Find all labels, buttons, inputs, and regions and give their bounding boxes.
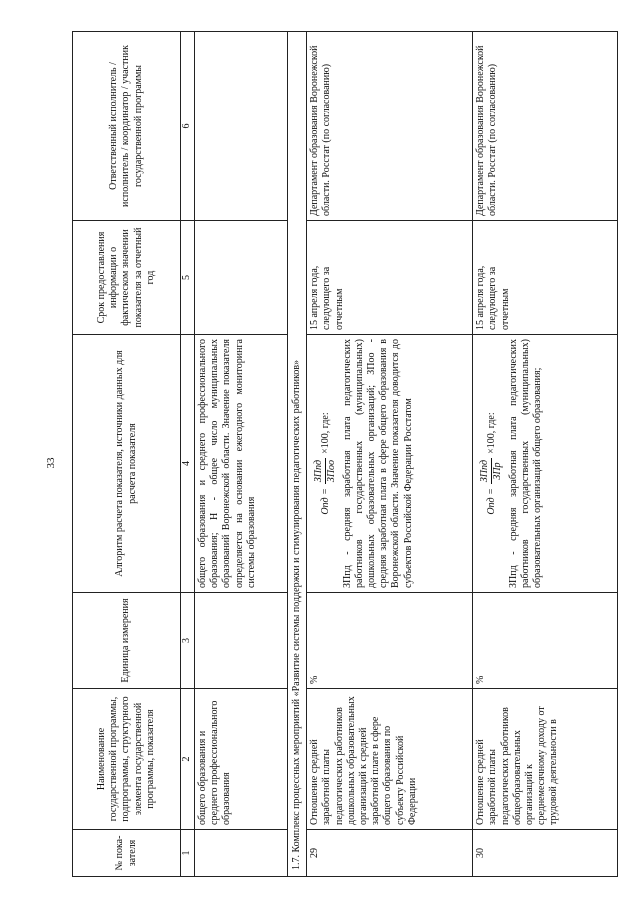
header-responsible: Ответственный исполнитель / исполнитель / координатор / участник государственной программы	[73, 32, 181, 221]
column-number: 2	[181, 689, 195, 830]
cell-number: 30	[473, 830, 618, 877]
header-unit: Единица измерения	[73, 593, 181, 689]
column-number: 5	[181, 221, 195, 335]
cell-unit	[195, 593, 288, 689]
column-number: 4	[181, 335, 195, 593]
cell-responsible: Департамент образования Воронежской области. Росстат (по согласованию)	[307, 32, 473, 221]
cell-deadline: 15 апреля года, следующего за отчетным	[307, 221, 473, 335]
formula-numerator: ЗПпд	[313, 458, 326, 484]
cell-number	[195, 830, 288, 877]
rotated-table-container	[72, 32, 628, 877]
cell-name: общего образования и среднего профессионального образования	[195, 689, 288, 830]
formula-tail: ×100, где:	[485, 412, 497, 454]
cell-name: Отношение средней заработной платы педагогических работников дошкольных образовательных организаций к средней заработной плате в сфере общего образования по субъекту Российской Федерации	[307, 689, 473, 830]
column-number: 3	[181, 593, 195, 689]
formula-lhs: Опд =	[485, 488, 497, 515]
indicators-table	[72, 31, 618, 877]
cell-responsible: Департамент образования Воронежской области. Росстат (по согласованию)	[473, 32, 618, 221]
column-number-row	[181, 32, 195, 877]
cell-deadline	[195, 221, 288, 335]
table-row-continuation	[195, 32, 288, 877]
section-title: 1.7. Комплекс процессных мероприятий «Развитие системы поддержки и стимулирования педагогических работников»	[288, 32, 307, 877]
cell-unit: %	[473, 593, 618, 689]
formula-denominator: ЗПоо	[326, 459, 338, 483]
cell-algorithm	[307, 335, 473, 593]
formula	[313, 339, 338, 588]
header-row	[73, 32, 181, 877]
formula-numerator: ЗПпд	[479, 458, 492, 484]
cell-responsible	[195, 32, 288, 221]
cell-algorithm: общего образования и среднего профессионального образования; Н - общее число муниципальных образований Воронежской области. Значение показателя определяется на основании ежегодного мониторинга системы образования	[195, 335, 288, 593]
algorithm-text: ЗПпд - средняя заработная плата педагогических работников государственных (муниципальных) образовательных организаций общего образования;	[507, 339, 543, 588]
cell-name: Отношение средней заработной платы педагогических работников общеобразовательных организаций к среднемесячному доходу от трудовой деятельности в	[473, 689, 618, 830]
header-algorithm: Алгоритм расчета показателя, источники данных для расчета показателя	[73, 335, 181, 593]
section-row	[288, 32, 307, 877]
table-row	[307, 32, 473, 877]
header-number: № пока-зателя	[73, 830, 181, 877]
formula	[479, 339, 504, 588]
formula-lhs: Опд =	[319, 488, 331, 515]
column-number: 6	[181, 32, 195, 221]
header-name: Наименование государственной программы, подпрограммы, структурного элемента государственной программы, показателя	[73, 689, 181, 830]
formula-tail: ×100, где:	[319, 412, 331, 454]
cell-algorithm	[473, 335, 618, 593]
cell-number: 29	[307, 830, 473, 877]
formula-fraction	[479, 458, 504, 484]
formula-denominator: ЗПр	[492, 462, 504, 480]
table-row	[473, 32, 618, 877]
column-number: 1	[181, 830, 195, 877]
algorithm-text: ЗПпд - средняя заработная плата педагогических работников государственных (муниципальных) дошкольных образовательных организаций; ЗПоо - средняя заработная плата в сфере общего образования в Воронежской области. Значение показателя доводится до субъектов Российской Федерации Росстатом	[341, 339, 414, 588]
page-number: 33	[45, 457, 57, 469]
cell-deadline: 15 апреля года, следующего за отчетным	[473, 221, 618, 335]
cell-unit: %	[307, 593, 473, 689]
formula-fraction	[313, 458, 338, 484]
header-deadline: Срок предоставления информации о фактическом значении показателя за отчетный год	[73, 221, 181, 335]
